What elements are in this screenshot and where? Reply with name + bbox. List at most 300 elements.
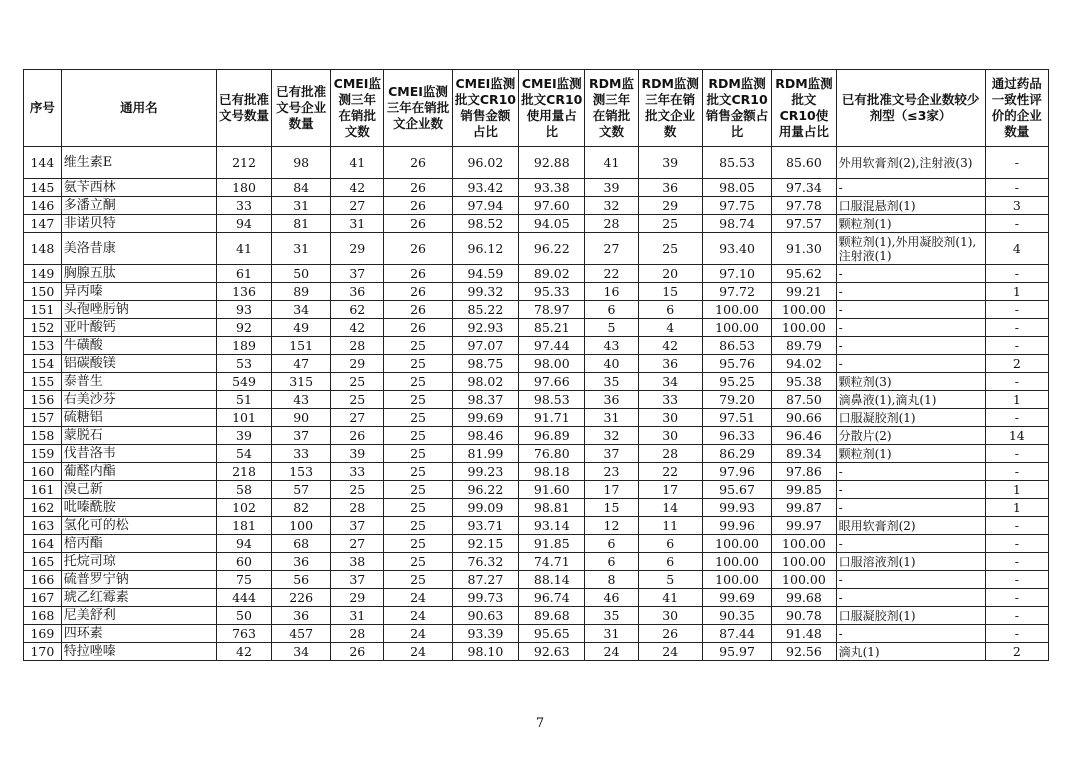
table-cell: 89.79 <box>772 337 836 355</box>
table-cell: 39 <box>638 147 702 179</box>
table-cell: - <box>985 571 1048 589</box>
table-row <box>24 589 1049 607</box>
drug-name-cell: 特拉唑嗪 <box>61 643 216 661</box>
table-row <box>24 571 1049 589</box>
table-cell: 56 <box>272 571 331 589</box>
table-cell: 98.10 <box>452 643 518 661</box>
dosage-form-cell: 颗粒剂(1) <box>836 215 985 233</box>
table-cell: 20 <box>638 265 702 283</box>
table-cell: 42 <box>216 643 271 661</box>
table-cell: - <box>985 215 1048 233</box>
table-cell: 159 <box>24 445 62 463</box>
table-cell: 96.12 <box>452 233 518 265</box>
table-cell: - <box>985 517 1048 535</box>
table-cell: 26 <box>384 179 452 197</box>
table-row <box>24 179 1049 197</box>
table-cell: 98.02 <box>452 373 518 391</box>
table-cell: 96.89 <box>519 427 585 445</box>
dosage-form-cell: - <box>836 283 985 301</box>
table-cell: 33 <box>331 463 384 481</box>
table-cell: 32 <box>585 197 638 215</box>
table-cell: 42 <box>331 179 384 197</box>
table-cell: 42 <box>638 337 702 355</box>
table-cell: 24 <box>384 589 452 607</box>
table-cell: 158 <box>24 427 62 445</box>
table-cell: 95.97 <box>702 643 771 661</box>
table-cell: 100.00 <box>772 319 836 337</box>
drug-name-cell: 维生素E <box>61 147 216 179</box>
table-cell: 8 <box>585 571 638 589</box>
table-cell: 94 <box>216 215 271 233</box>
table-cell: 25 <box>384 337 452 355</box>
table-cell: 97.72 <box>702 283 771 301</box>
table-cell: 31 <box>331 215 384 233</box>
table-row <box>24 233 1049 265</box>
table-cell: 92.15 <box>452 535 518 553</box>
table-cell: 26 <box>384 319 452 337</box>
dosage-form-cell: 滴鼻液(1),滴丸(1) <box>836 391 985 409</box>
table-cell: 4 <box>985 233 1048 265</box>
table-cell: 218 <box>216 463 271 481</box>
table-cell: 26 <box>331 427 384 445</box>
table-cell: 39 <box>216 427 271 445</box>
dosage-form-cell: - <box>836 589 985 607</box>
table-cell: 26 <box>384 265 452 283</box>
table-cell: 6 <box>585 301 638 319</box>
table-cell: 92.56 <box>772 643 836 661</box>
table-cell: 151 <box>24 301 62 319</box>
header-cell: RDM监测批文CR10使用量占比 <box>772 70 836 147</box>
table-cell: 98.53 <box>519 391 585 409</box>
table-cell: 93.71 <box>452 517 518 535</box>
table-cell: 153 <box>272 463 331 481</box>
table-cell: 86.29 <box>702 445 771 463</box>
table-cell: 1 <box>985 283 1048 301</box>
table-cell: 41 <box>331 147 384 179</box>
table-cell: 28 <box>331 499 384 517</box>
table-cell: 180 <box>216 179 271 197</box>
table-cell: 29 <box>331 589 384 607</box>
table-cell: 22 <box>638 463 702 481</box>
table-cell: - <box>985 373 1048 391</box>
table-row <box>24 283 1049 301</box>
table-cell: 156 <box>24 391 62 409</box>
table-cell: 165 <box>24 553 62 571</box>
table-cell: 25 <box>384 517 452 535</box>
table-cell: 91.71 <box>519 409 585 427</box>
table-cell: 100.00 <box>772 535 836 553</box>
table-cell: 6 <box>585 535 638 553</box>
dosage-form-cell: - <box>836 625 985 643</box>
dosage-form-cell: 滴丸(1) <box>836 643 985 661</box>
table-cell: 150 <box>24 283 62 301</box>
table-cell: 62 <box>331 301 384 319</box>
table-cell: 98.75 <box>452 355 518 373</box>
table-cell: 2 <box>985 643 1048 661</box>
table-row <box>24 301 1049 319</box>
table-cell: 14 <box>985 427 1048 445</box>
table-cell: 25 <box>384 553 452 571</box>
table-row <box>24 499 1049 517</box>
table-row <box>24 373 1049 391</box>
table-cell: 144 <box>24 147 62 179</box>
table-cell: 39 <box>585 179 638 197</box>
table-cell: 153 <box>24 337 62 355</box>
table-cell: 85.21 <box>519 319 585 337</box>
table-cell: 162 <box>24 499 62 517</box>
page-number: 7 <box>535 716 545 731</box>
table-cell: - <box>985 589 1048 607</box>
table-cell: 95.76 <box>702 355 771 373</box>
table-cell: 30 <box>638 607 702 625</box>
table-cell: 164 <box>24 535 62 553</box>
table-cell: 97.94 <box>452 197 518 215</box>
table-cell: 98.52 <box>452 215 518 233</box>
drug-name-cell: 伐昔洛韦 <box>61 445 216 463</box>
dosage-form-cell: 外用软膏剂(2),注射液(3) <box>836 147 985 179</box>
dosage-form-cell: 口服凝胶剂(1) <box>836 409 985 427</box>
table-cell: 22 <box>585 265 638 283</box>
table-cell: 169 <box>24 625 62 643</box>
table-cell: 91.60 <box>519 481 585 499</box>
table-cell: 97.75 <box>702 197 771 215</box>
table-cell: 26 <box>384 283 452 301</box>
table-cell: 53 <box>216 355 271 373</box>
table-cell: 97.10 <box>702 265 771 283</box>
table-cell: 87.27 <box>452 571 518 589</box>
table-cell: 96.22 <box>452 481 518 499</box>
table-cell: 1 <box>985 481 1048 499</box>
table-cell: 90.35 <box>702 607 771 625</box>
table-cell: 25 <box>384 391 452 409</box>
table-cell: 27 <box>331 409 384 427</box>
table-cell: 6 <box>638 301 702 319</box>
header-cell: CMEI监测批文CR10销售金额占比 <box>452 70 518 147</box>
table-cell: 763 <box>216 625 271 643</box>
table-cell: 38 <box>331 553 384 571</box>
table-cell: 100.00 <box>702 571 771 589</box>
table-cell: 149 <box>24 265 62 283</box>
table-cell: 94 <box>216 535 271 553</box>
table-cell: 37 <box>272 427 331 445</box>
table-cell: 16 <box>585 283 638 301</box>
dosage-form-cell: - <box>836 179 985 197</box>
table-cell: 26 <box>384 233 452 265</box>
header-cell: 已有批准文号数量 <box>216 70 271 147</box>
table-cell: - <box>985 445 1048 463</box>
table-cell: 25 <box>384 571 452 589</box>
table-row <box>24 463 1049 481</box>
table-cell: 12 <box>585 517 638 535</box>
header-cell: CMEI监测三年在销批文企业数 <box>384 70 452 147</box>
table-cell: 25 <box>384 463 452 481</box>
table-cell: - <box>985 535 1048 553</box>
header-cell: RDM监测三年在销批文数 <box>585 70 638 147</box>
table-cell: 25 <box>638 215 702 233</box>
table-row <box>24 607 1049 625</box>
table-cell: 189 <box>216 337 271 355</box>
table-cell: - <box>985 409 1048 427</box>
table-cell: - <box>985 179 1048 197</box>
table-cell: 97.60 <box>519 197 585 215</box>
table-cell: 99.69 <box>702 589 771 607</box>
table-cell: 89 <box>272 283 331 301</box>
table-cell: 31 <box>331 607 384 625</box>
table-cell: 92.93 <box>452 319 518 337</box>
table-cell: 46 <box>585 589 638 607</box>
table-cell: 91.30 <box>772 233 836 265</box>
dosage-form-cell: - <box>836 481 985 499</box>
table-cell: 36 <box>638 355 702 373</box>
table-cell: 91.85 <box>519 535 585 553</box>
table-cell: 93.39 <box>452 625 518 643</box>
drug-name-cell: 右美沙芬 <box>61 391 216 409</box>
table-cell: 25 <box>384 445 452 463</box>
table-cell: 98 <box>272 147 331 179</box>
table-cell: 97.57 <box>772 215 836 233</box>
drug-name-cell: 氢化可的松 <box>61 517 216 535</box>
table-cell: 43 <box>585 337 638 355</box>
table-cell: 102 <box>216 499 271 517</box>
table-cell: 25 <box>331 481 384 499</box>
table-cell: - <box>985 265 1048 283</box>
table-cell: 41 <box>216 233 271 265</box>
dosage-form-cell: - <box>836 571 985 589</box>
table-cell: 29 <box>331 233 384 265</box>
table-cell: 75 <box>216 571 271 589</box>
table-cell: 99.32 <box>452 283 518 301</box>
table-cell: 6 <box>585 553 638 571</box>
table-row <box>24 553 1049 571</box>
table-cell: 76.32 <box>452 553 518 571</box>
table-cell: 25 <box>384 373 452 391</box>
table-cell: 31 <box>272 233 331 265</box>
table-cell: 27 <box>331 535 384 553</box>
table-cell: 97.86 <box>772 463 836 481</box>
table-row <box>24 265 1049 283</box>
table-cell: 549 <box>216 373 271 391</box>
table-cell: 170 <box>24 643 62 661</box>
table-cell: 181 <box>216 517 271 535</box>
table-cell: 98.74 <box>702 215 771 233</box>
table-cell: 95.33 <box>519 283 585 301</box>
table-cell: 6 <box>638 553 702 571</box>
table-cell: 41 <box>638 589 702 607</box>
table-cell: 163 <box>24 517 62 535</box>
table-cell: 57 <box>272 481 331 499</box>
table-cell: 85.22 <box>452 301 518 319</box>
table-cell: 79.20 <box>702 391 771 409</box>
table-cell: 99.21 <box>772 283 836 301</box>
table-cell: - <box>985 319 1048 337</box>
table-cell: 99.87 <box>772 499 836 517</box>
table-row <box>24 481 1049 499</box>
table-cell: 97.44 <box>519 337 585 355</box>
drug-name-cell: 泰普生 <box>61 373 216 391</box>
table-cell: 4 <box>638 319 702 337</box>
table-cell: 35 <box>585 607 638 625</box>
table-cell: 90.66 <box>772 409 836 427</box>
table-cell: 6 <box>638 535 702 553</box>
table-cell: 36 <box>272 553 331 571</box>
table-cell: 54 <box>216 445 271 463</box>
table-cell: 94.02 <box>772 355 836 373</box>
table-cell: 86.53 <box>702 337 771 355</box>
table-cell: 94.59 <box>452 265 518 283</box>
dosage-form-cell: - <box>836 463 985 481</box>
table-cell: 26 <box>331 643 384 661</box>
table-cell: 33 <box>216 197 271 215</box>
table-cell: 28 <box>331 337 384 355</box>
table-cell: 30 <box>638 409 702 427</box>
header-cell: 序号 <box>24 70 62 147</box>
table-cell: 42 <box>331 319 384 337</box>
table-cell: 95.67 <box>702 481 771 499</box>
table-cell: 97.51 <box>702 409 771 427</box>
table-row <box>24 197 1049 215</box>
table-cell: 160 <box>24 463 62 481</box>
table-cell: 50 <box>272 265 331 283</box>
table-cell: 95.25 <box>702 373 771 391</box>
table-cell: 96.02 <box>452 147 518 179</box>
dosage-form-cell: 口服凝胶剂(1) <box>836 607 985 625</box>
table-cell: 26 <box>384 301 452 319</box>
table-cell: 87.50 <box>772 391 836 409</box>
table-cell: 41 <box>585 147 638 179</box>
table-cell: 167 <box>24 589 62 607</box>
table-cell: 100 <box>272 517 331 535</box>
table-cell: 25 <box>331 391 384 409</box>
table-cell: 99.85 <box>772 481 836 499</box>
drug-name-cell: 葡醛内酯 <box>61 463 216 481</box>
table-cell: - <box>985 607 1048 625</box>
table-cell: 35 <box>585 373 638 391</box>
table-row <box>24 409 1049 427</box>
table-cell: 145 <box>24 179 62 197</box>
table-row <box>24 337 1049 355</box>
table-cell: 98.00 <box>519 355 585 373</box>
dosage-form-cell: 颗粒剂(3) <box>836 373 985 391</box>
table-cell: - <box>985 301 1048 319</box>
table-cell: 30 <box>638 427 702 445</box>
dosage-form-cell: 颗粒剂(1) <box>836 445 985 463</box>
dosage-form-cell: - <box>836 499 985 517</box>
header-cell: CMEI监测批文CR10使用量占比 <box>519 70 585 147</box>
table-cell: 99.68 <box>772 589 836 607</box>
table-cell: 25 <box>331 373 384 391</box>
header-row <box>24 70 1049 147</box>
table-cell: 97.78 <box>772 197 836 215</box>
table-cell: 93.38 <box>519 179 585 197</box>
table-cell: 28 <box>331 625 384 643</box>
table-cell: 146 <box>24 197 62 215</box>
table-cell: 99.93 <box>702 499 771 517</box>
drug-name-cell: 异丙嗪 <box>61 283 216 301</box>
table-cell: 37 <box>331 517 384 535</box>
table-cell: 31 <box>585 409 638 427</box>
drug-name-cell: 溴己新 <box>61 481 216 499</box>
table-cell: 26 <box>384 197 452 215</box>
table-cell: 161 <box>24 481 62 499</box>
table-row <box>24 445 1049 463</box>
table-row <box>24 643 1049 661</box>
table-row <box>24 427 1049 445</box>
table-cell: 34 <box>638 373 702 391</box>
dosage-form-cell: - <box>836 265 985 283</box>
header-cell: RDM监测批文CR10销售金额占比 <box>702 70 771 147</box>
table-cell: 166 <box>24 571 62 589</box>
table-cell: 39 <box>331 445 384 463</box>
table-cell: 96.46 <box>772 427 836 445</box>
table-cell: 27 <box>331 197 384 215</box>
table-cell: 155 <box>24 373 62 391</box>
table-cell: 68 <box>272 535 331 553</box>
table-cell: 28 <box>638 445 702 463</box>
dosage-form-cell: - <box>836 337 985 355</box>
drug-name-cell: 亚叶酸钙 <box>61 319 216 337</box>
table-cell: 93.42 <box>452 179 518 197</box>
table-row <box>24 355 1049 373</box>
table-cell: 85.60 <box>772 147 836 179</box>
table-cell: 98.18 <box>519 463 585 481</box>
drug-name-cell: 吡嗪酰胺 <box>61 499 216 517</box>
table-cell: 81.99 <box>452 445 518 463</box>
table-cell: 212 <box>216 147 271 179</box>
table-cell: 88.14 <box>519 571 585 589</box>
table-cell: - <box>985 463 1048 481</box>
table-cell: 100.00 <box>772 301 836 319</box>
table-cell: 36 <box>331 283 384 301</box>
dosage-form-cell: - <box>836 319 985 337</box>
header-cell: RDM监测三年在销批文企业数 <box>638 70 702 147</box>
table-cell: 17 <box>638 481 702 499</box>
table-cell: 151 <box>272 337 331 355</box>
table-cell: 136 <box>216 283 271 301</box>
drug-name-cell: 多潘立酮 <box>61 197 216 215</box>
table-cell: 5 <box>638 571 702 589</box>
table-cell: 47 <box>272 355 331 373</box>
table-cell: 98.81 <box>519 499 585 517</box>
drug-name-cell: 胸腺五肽 <box>61 265 216 283</box>
table-cell: 84 <box>272 179 331 197</box>
header-cell: 通过药品一致性评价的企业数量 <box>985 70 1048 147</box>
table-row <box>24 517 1049 535</box>
table-cell: 78.97 <box>519 301 585 319</box>
table-cell: 100.00 <box>772 553 836 571</box>
table-cell: 92.88 <box>519 147 585 179</box>
table-cell: 93.40 <box>702 233 771 265</box>
table-cell: 27 <box>585 233 638 265</box>
table-cell: 98.05 <box>702 179 771 197</box>
table-cell: 49 <box>272 319 331 337</box>
table-cell: 444 <box>216 589 271 607</box>
table-cell: 92 <box>216 319 271 337</box>
table-cell: 90 <box>272 409 331 427</box>
table-cell: 37 <box>331 571 384 589</box>
table-cell: 43 <box>272 391 331 409</box>
table-cell: 91.48 <box>772 625 836 643</box>
table-cell: 25 <box>384 409 452 427</box>
table-cell: 93 <box>216 301 271 319</box>
table-cell: 99.97 <box>772 517 836 535</box>
table-row <box>24 147 1049 179</box>
table-cell: 26 <box>384 215 452 233</box>
drug-name-cell: 托烷司琼 <box>61 553 216 571</box>
table-cell: 90.78 <box>772 607 836 625</box>
table-cell: 89.34 <box>772 445 836 463</box>
drug-name-cell: 氨苄西林 <box>61 179 216 197</box>
table-cell: 157 <box>24 409 62 427</box>
